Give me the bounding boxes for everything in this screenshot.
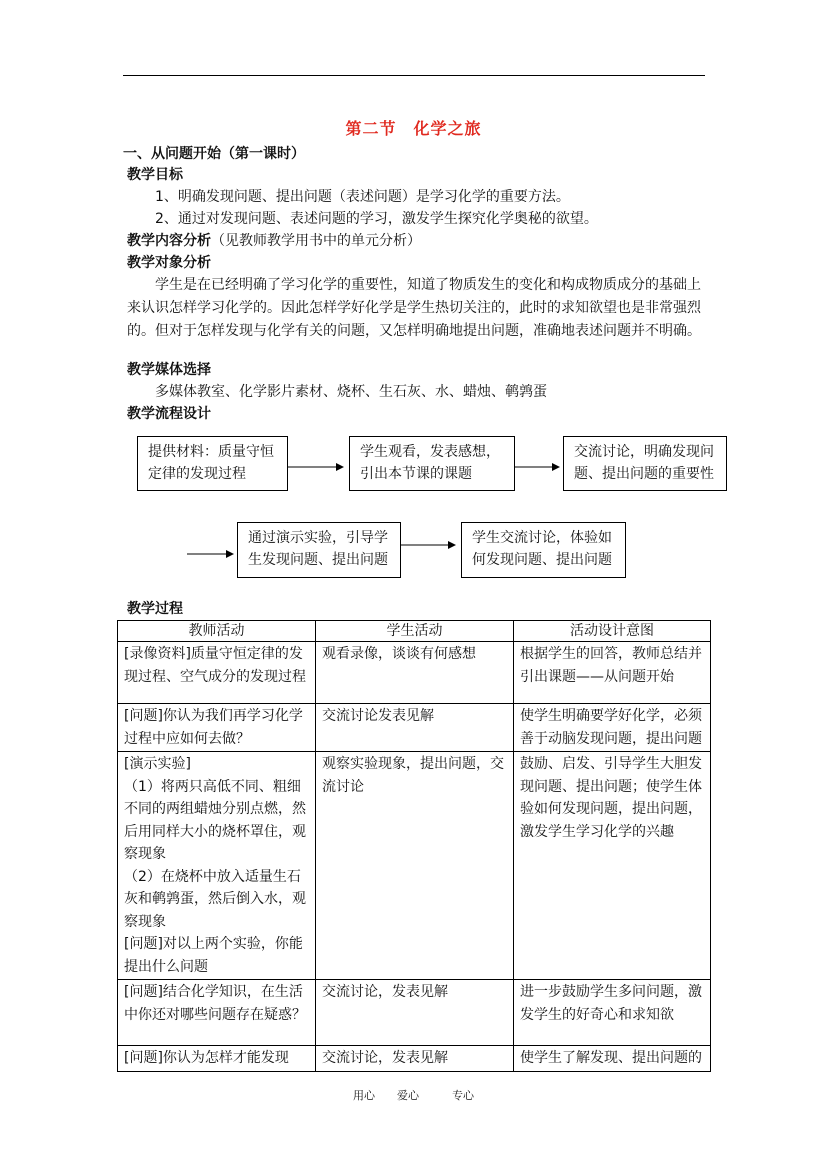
demo-step-2: （2）在烧杯中放入适量生石灰和鹌鹑蛋，然后倒入水，观察现象 [124, 868, 306, 930]
object-analysis-text: 学生是在已经明确了学习化学的重要性，知道了物质发生的变化和构成物质成分的基础上来认识怎样学习化学的。因此怎样学好化学是学生热切关注的，此时的求知欲望也是非常强烈的。但对于怎样发现与化学有关的问题，又怎样明确地提出问题，准确地表述问题并不明确。 [127, 277, 701, 339]
goal-item-2: 2、通过对发现问题、表述问题的学习，激发学生探究化学奥秘的欲望。 [155, 211, 598, 227]
process-table [117, 620, 711, 1072]
table-cell: 交流讨论发表见解 [316, 704, 514, 752]
goals-heading: 教学目标 [127, 167, 183, 183]
table-cell: [录像资料]质量守恒定律的发现过程、空气成分的发现过程 [118, 642, 316, 704]
content-analysis-heading: 教学内容分析 [127, 233, 211, 249]
flow-box-2: 学生观看，发表感想，引出本节课的课题 [349, 436, 515, 491]
table-row [118, 704, 711, 752]
flow-box-1: 提供材料：质量守恒定律的发现过程 [137, 436, 288, 491]
flow-heading: 教学流程设计 [127, 406, 211, 422]
table-cell-demo [118, 752, 316, 980]
section-heading: 一、从问题开始（第一课时） [123, 146, 305, 162]
column-header-intent: 活动设计意图 [514, 621, 711, 642]
object-analysis-heading: 教学对象分析 [127, 255, 211, 271]
table-row [118, 752, 711, 980]
table-cell: 根据学生的回答，教师总结并引出课题——从问题开始 [514, 642, 711, 704]
flow-box-4: 通过演示实验，引导学生发现问题、提出问题 [237, 522, 401, 578]
table-cell: [问题]你认为我们再学习化学过程中应如何去做？ [118, 704, 316, 752]
table-row [118, 642, 711, 704]
table-cell: [问题]你认为怎样才能发现 [118, 1046, 316, 1072]
table-cell: 观看录像，谈谈有何感想 [316, 642, 514, 704]
table-cell: 进一步鼓励学生多问问题，激发学生的好奇心和求知欲 [514, 980, 711, 1046]
flow-box-3: 交流讨论，明确发现问题、提出问题的重要性 [563, 436, 727, 491]
table-cell: 使学生明确要学好化学，必须善于动脑发现问题，提出问题 [514, 704, 711, 752]
goal-item-1: 1、明确发现问题、提出问题（表述问题）是学习化学的重要方法。 [155, 189, 570, 205]
table-cell: 鼓励、启发、引导学生大胆发现问题、提出问题；使学生体验如何发现问题，提出问题，激发学生学习化学的兴趣 [514, 752, 711, 980]
demo-label: [演示实验] [124, 756, 191, 772]
table-row [118, 1046, 711, 1072]
media-text: 多媒体教室、化学影片素材、烧杯、生石灰、水、蜡烛、鹌鹑蛋 [155, 384, 547, 400]
document-title: 第二节 化学之旅 [345, 119, 482, 138]
flow-box-5: 学生交流讨论，体验如何发现问题、提出问题 [461, 522, 626, 578]
column-header-teacher: 教师活动 [118, 621, 316, 642]
content-analysis-note: （见教师教学用书中的单元分析） [211, 233, 421, 249]
media-heading: 教学媒体选择 [127, 362, 211, 378]
table-header-row [118, 621, 711, 642]
demo-step-1: （1）将两只高低不同、粗细不同的两组蜡烛分别点燃，然后用同样大小的烧杯罩住，观察现象 [124, 778, 306, 862]
process-heading: 教学过程 [127, 601, 183, 617]
table-cell: 交流讨论，发表见解 [316, 980, 514, 1046]
page-footer: 用心 爱心 专心 [353, 1089, 474, 1102]
table-cell: 交流讨论，发表见解 [316, 1046, 514, 1072]
table-cell: 使学生了解发现、提出问题的 [514, 1046, 711, 1072]
demo-question: [问题]对以上两个实验，你能提出什么问题 [124, 936, 303, 975]
table-cell: [问题]结合化学知识，在生活中你还对哪些问题存在疑惑？ [118, 980, 316, 1046]
column-header-student: 学生活动 [316, 621, 514, 642]
table-row [118, 980, 711, 1046]
table-cell: 观察实验现象，提出问题，交流讨论 [316, 752, 514, 980]
